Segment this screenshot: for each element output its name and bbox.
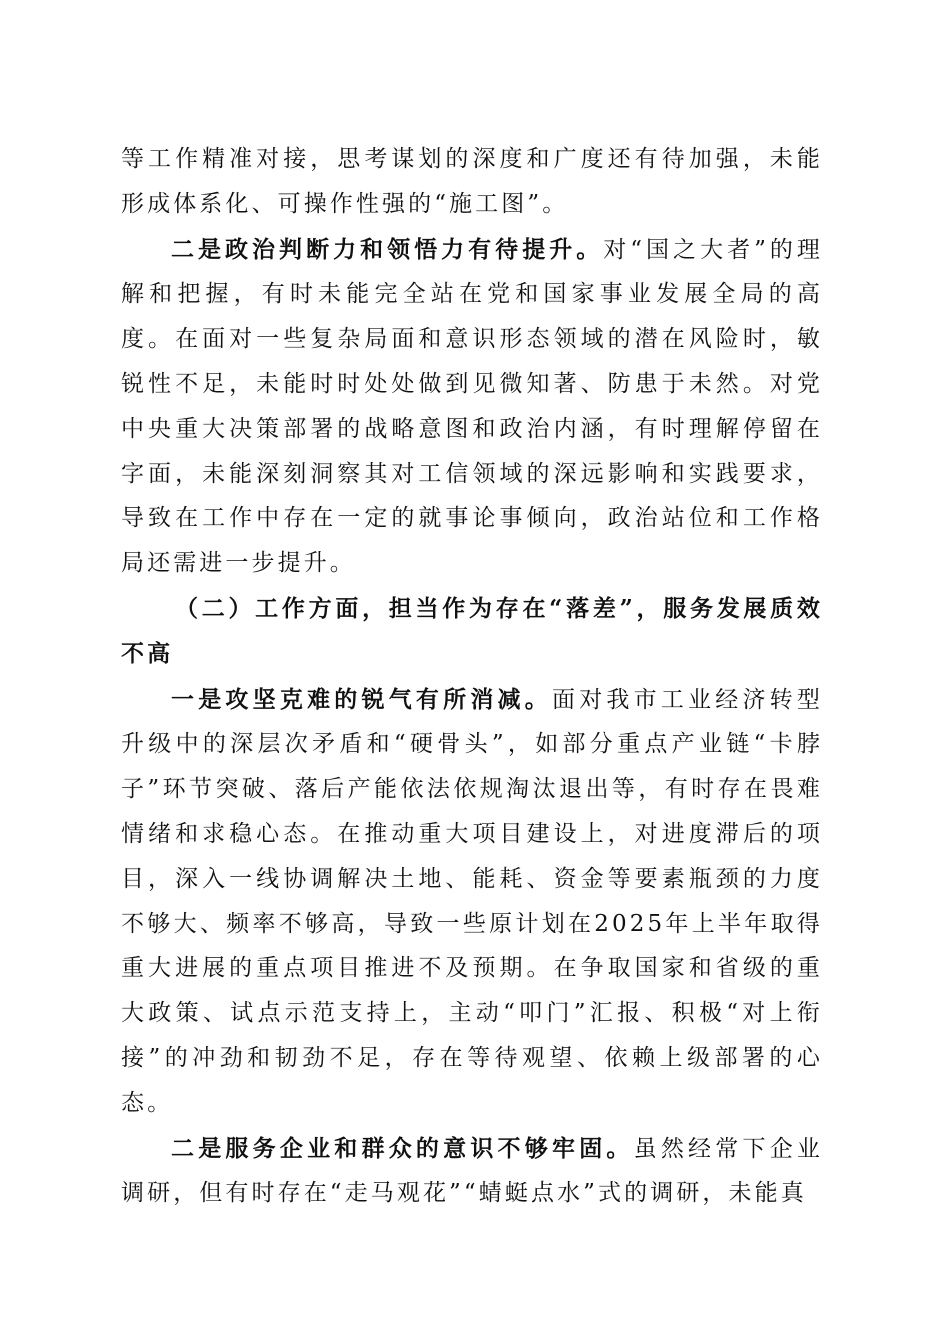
document-body (121, 137, 823, 1216)
section-heading-work (121, 587, 823, 677)
paragraph-service-awareness (121, 1127, 823, 1217)
section-heading-text: （二）工作方面，担当作为存在“落差”，服务发展质效不高 (121, 594, 823, 667)
paragraph-lead: 一是攻坚克难的锐气有所消减。 (171, 685, 552, 713)
paragraph-text: 等工作精准对接，思考谋划的深度和广度还有待加强，未能形成体系化、可操作性强的“施工图”。 (121, 146, 823, 217)
paragraph-lead: 二是政治判断力和领悟力有待提升。 (171, 235, 604, 263)
paragraph-continuation (121, 137, 823, 227)
paragraph-text: 对“国之大者”的理解和把握，有时未能完全站在党和国家事业发展全局的高度。在面对一些复杂局面和意识形态领域的潜在风险时，敏锐性不足，未能时时处处做到见微知著、防患于未然。对党中央重大决策部署的战略意图和政治内涵，有时理解停留在字面，未能深刻洞察其对工信领域的深远影响和实践要求，导致在工作中存在一定的就事论事倾向，政治站位和工作格局还需进一步提升。 (121, 236, 823, 577)
paragraph-tackling-difficulties (121, 678, 823, 1126)
paragraph-text: 面对我市工业经济转型升级中的深层次矛盾和“硬骨头”，如部分重点产业链“卡脖子”环节突破、落后产能依法依规淘汰退出等，有时存在畏难情绪和求稳心态。在推动重大项目建设上，对进度滞后的项目，深入一线协调解决土地、能耗、资金等要素瓶颈的力度不够大、频率不够高，导致一些原计划在2025年上半年取得重大进展的重点项目推进不及预期。在争取国家和省级的重大政策、试点示范支持上，主动“叩门”汇报、积极“对上衔接”的冲劲和韧劲不足，存在等待观望、依赖上级部署的心态。 (121, 686, 823, 1116)
paragraph-lead: 二是服务企业和群众的意识不够牢固。 (171, 1134, 634, 1162)
paragraph-political-judgment (121, 228, 823, 586)
paragraph-text: 虽然经常下企业调研，但有时存在“走马观花”“蜻蜓点水”式的调研，未能真 (121, 1135, 824, 1207)
